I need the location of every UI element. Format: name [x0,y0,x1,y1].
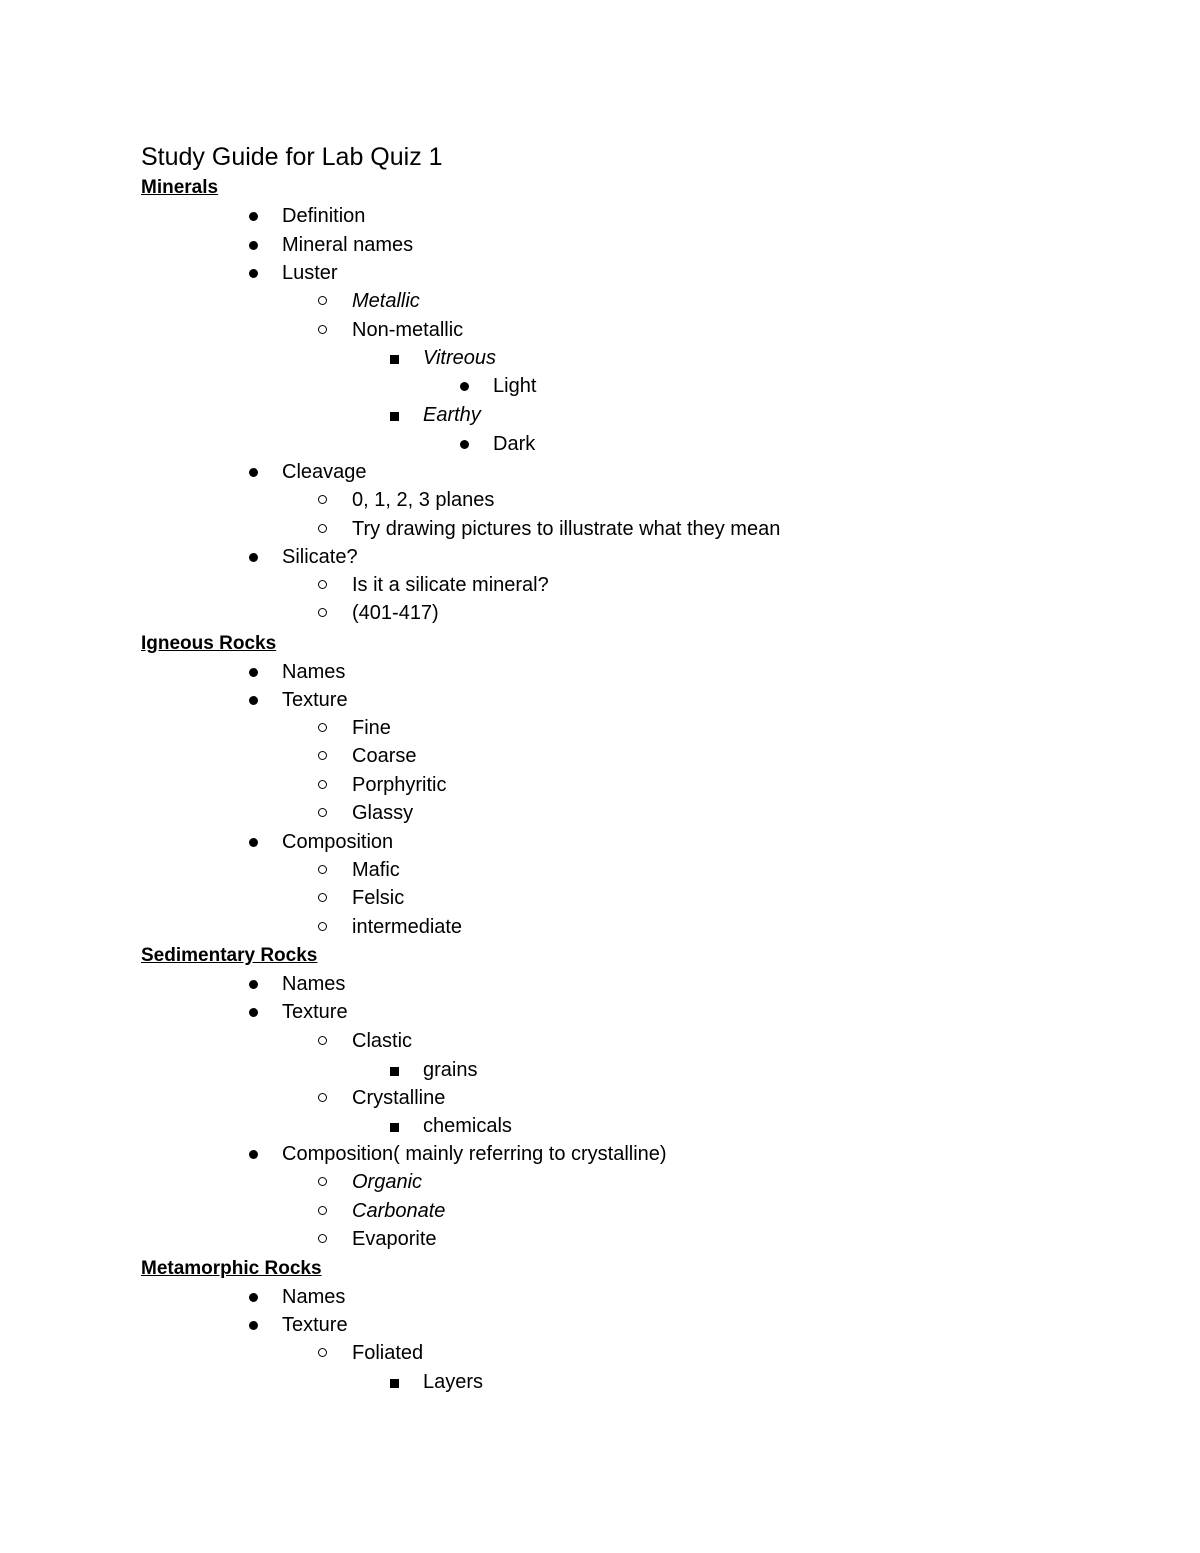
list-item [282,458,367,486]
list-item [352,1168,422,1196]
list-item [423,1368,483,1396]
list-item [352,799,413,827]
section-heading-igneous: Igneous Rocks [141,633,277,654]
list-item [352,571,549,599]
list-item [423,344,496,372]
list-item-text: Foliated [352,1342,424,1364]
bullet-disc-icon [460,382,469,391]
list-item [352,515,780,543]
list-item [493,372,536,400]
bullet-disc-icon [249,696,258,705]
bullet-disc-icon [249,838,258,847]
bullet-circle-icon [318,608,327,617]
list-item-text: Clastic [352,1030,413,1052]
list-item [352,714,391,742]
list-item-text: Mafic [352,859,400,881]
bullet-disc-icon [249,553,258,562]
list-item [282,1283,345,1311]
bullet-disc-icon [460,440,469,449]
bullet-circle-icon [318,1234,327,1243]
list-item-text: Dark [493,433,536,455]
list-item-text: Names [282,973,346,995]
bullet-circle-icon [318,808,327,817]
list-item [423,401,481,429]
bullet-disc-icon [249,1321,258,1330]
bullet-disc-icon [249,1293,258,1302]
list-item [352,287,420,315]
list-item-text: Glassy [352,802,414,824]
list-item [352,771,446,799]
list-item-text: Crystalline [352,1087,446,1109]
bullet-circle-icon [318,524,327,533]
list-item [282,1140,667,1168]
list-item-text: Carbonate [352,1200,446,1222]
bullet-square-icon [390,412,399,421]
list-item [352,486,494,514]
bullet-circle-icon [318,922,327,931]
list-item-text: Is it a silicate mineral? [352,574,549,596]
page-title: Study Guide for Lab Quiz 1 [141,143,443,171]
section-heading-minerals: Minerals [141,177,219,198]
list-item-text: Earthy [423,404,481,426]
list-item-text: Evaporite [352,1228,437,1250]
list-item-text: Texture [282,689,348,711]
list-item [282,231,413,259]
list-item [282,1311,348,1339]
list-item [493,430,535,458]
bullet-circle-icon [318,723,327,732]
list-item [282,202,365,230]
list-item-text: Fine [352,717,391,739]
list-item [423,1056,477,1084]
list-item-text: 0, 1, 2, 3 planes [352,489,495,511]
list-item-text: Vitreous [423,347,497,369]
list-item [282,259,338,287]
bullet-circle-icon [318,580,327,589]
list-item [282,998,348,1026]
list-item-text: Non-metallic [352,319,464,341]
bullet-disc-icon [249,269,258,278]
list-item-text: Texture [282,1001,348,1023]
list-item-text: Cleavage [282,461,367,483]
list-item [352,1225,437,1253]
bullet-square-icon [390,1067,399,1076]
list-item-text: Silicate? [282,546,358,568]
list-item [282,658,345,686]
bullet-disc-icon [249,1008,258,1017]
bullet-disc-icon [249,980,258,989]
bullet-disc-icon [249,212,258,221]
list-item [352,913,462,941]
list-item [352,884,404,912]
list-item [352,856,400,884]
list-item [282,686,348,714]
bullet-circle-icon [318,1177,327,1186]
list-item [352,742,416,770]
list-item-text: Names [282,661,346,683]
list-item-text: Composition [282,831,394,853]
list-item [352,1197,445,1225]
bullet-circle-icon [318,495,327,504]
bullet-circle-icon [318,1093,327,1102]
list-item-text: Metallic [352,290,420,312]
list-item-text: Definition [282,205,366,227]
bullet-circle-icon [318,1348,327,1357]
list-item-text: intermediate [352,916,463,938]
list-item-text: Felsic [352,887,405,909]
bullet-square-icon [390,355,399,364]
list-item-text: Organic [352,1171,423,1193]
list-item-text: Porphyritic [352,774,447,796]
section-heading-sedimentary: Sedimentary Rocks [141,945,318,966]
list-item [352,1084,445,1112]
bullet-circle-icon [318,865,327,874]
bullet-circle-icon [318,325,327,334]
bullet-circle-icon [318,1036,327,1045]
bullet-circle-icon [318,780,327,789]
bullet-disc-icon [249,1150,258,1159]
list-item-text: Try drawing pictures to illustrate what they mean [352,518,781,540]
list-item [423,1112,512,1140]
bullet-circle-icon [318,1206,327,1215]
list-item [352,1027,412,1055]
list-item-text: (401-417) [352,602,439,624]
bullet-disc-icon [249,468,258,477]
list-item-text: Layers [423,1371,484,1393]
list-item [352,599,439,627]
list-item-text: Texture [282,1314,348,1336]
bullet-circle-icon [318,893,327,902]
list-item [352,1339,423,1367]
bullet-circle-icon [318,751,327,760]
bullet-square-icon [390,1123,399,1132]
bullet-square-icon [390,1379,399,1388]
list-item-text: Light [493,375,537,397]
list-item-text: Coarse [352,745,417,767]
list-item [352,316,463,344]
list-item-text: Names [282,1286,346,1308]
bullet-disc-icon [249,241,258,250]
bullet-circle-icon [318,296,327,305]
list-item-text: Mineral names [282,234,414,256]
list-item-text: Luster [282,262,338,284]
list-item [282,543,358,571]
list-item-text: Composition( mainly referring to crystalline) [282,1143,667,1165]
list-item [282,828,393,856]
list-item-text: chemicals [423,1115,512,1137]
bullet-disc-icon [249,668,258,677]
section-heading-metamorphic: Metamorphic Rocks [141,1258,322,1279]
list-item-text: grains [423,1059,478,1081]
list-item [282,970,345,998]
